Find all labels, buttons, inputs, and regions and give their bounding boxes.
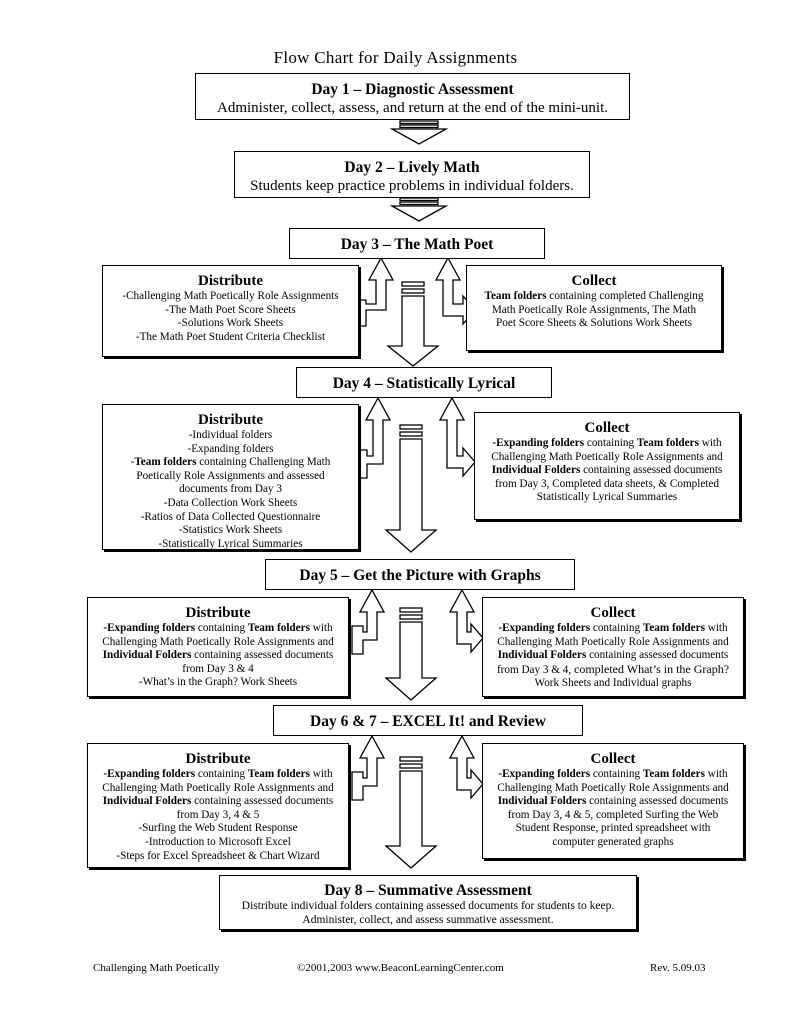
text-run: with: [309, 622, 333, 634]
day2-box: [234, 151, 590, 198]
text-run: containing assessed documents: [191, 795, 334, 808]
down-arrow-day4-day5: [386, 425, 436, 552]
text-run: -: [130, 456, 135, 469]
day4-box: [296, 367, 552, 398]
day3-distribute-line: -Solutions Work Sheets: [177, 317, 284, 330]
bold-term: Team folders: [642, 622, 705, 634]
bold-term: Individual Folders: [102, 649, 192, 662]
day67-collect-line: from Day 3, 4 & 5, completed Surfing the Web: [507, 808, 719, 821]
day67-distribute-line: from Day 3, 4 & 5: [176, 808, 260, 821]
side-arrow-day3-left: [359, 258, 393, 326]
day1-box: [195, 73, 630, 120]
day4-collect-line: Statistically Lyrical Summaries: [536, 491, 678, 504]
day8-box: [219, 875, 637, 930]
day67-heading: Day 6 & 7 – EXCEL It! and Review: [310, 713, 546, 730]
text-run: containing assessed documents: [191, 649, 334, 662]
side-arrow-day67-left: [352, 736, 384, 800]
day4-distribute-line: -Expanding folders: [187, 442, 274, 455]
day8-line: Distribute individual folders containing assessed documents for students to keep.: [241, 900, 615, 912]
bold-term: Team folders: [134, 456, 197, 469]
day1-text: Administer, collect, assess, and return at the end of the mini-unit.: [217, 100, 608, 116]
side-arrow-day4-right: [440, 398, 475, 476]
day5-distribute-line: [88, 649, 348, 663]
day3-heading: Day 3 – The Math Poet: [340, 236, 494, 253]
day3-distribute-box: [102, 265, 359, 357]
day67-distribute-heading: Distribute: [185, 751, 251, 767]
day4-distribute-line: Poetically Role Assignments and assessed: [136, 469, 325, 482]
day4-distribute-heading: Distribute: [198, 412, 263, 428]
day67-collect-line: Student Response, printed spreadsheet with: [515, 822, 711, 835]
down-arrow-day3-day4: [388, 282, 438, 366]
day4-collect-box: [474, 412, 740, 520]
day5-collect-heading: Collect: [590, 605, 636, 621]
text-run: containing: [590, 768, 643, 780]
text-run: containing assessed documents: [586, 649, 729, 662]
day4-distribute-line: -Data Collection Work Sheets: [163, 496, 298, 509]
down-arrow-day1-day2: [392, 121, 446, 144]
day3-collect-line: [467, 290, 721, 304]
day67-collect-box: [482, 743, 744, 859]
text-run: with: [704, 622, 728, 634]
day67-collect-line: [483, 795, 743, 809]
text-run: containing assessed documents: [580, 464, 723, 477]
day5-box: [265, 559, 575, 590]
day8-heading: Day 8 – Summative Assessment: [324, 882, 532, 899]
down-arrow-day67-day8: [386, 757, 436, 868]
day4-distribute-line: documents from Day 3: [179, 483, 282, 496]
day5-collect-box: [482, 597, 744, 697]
day5-collect-line: [483, 622, 743, 636]
text-run: with: [704, 768, 728, 780]
text-run: with: [698, 437, 722, 449]
day4-distribute-line: [103, 456, 358, 470]
day67-collect-line: Challenging Math Poetically Role Assignments and: [497, 781, 729, 794]
day3-distribute-line: -The Math Poet Student Criteria Checklist: [135, 330, 326, 343]
day4-distribute-line: -Statistically Lyrical Summaries: [158, 537, 303, 550]
side-arrow-day4-left: [358, 398, 390, 478]
day67-distribute-box: [87, 743, 349, 868]
bold-term: -Expanding folders: [498, 768, 591, 780]
day67-box: [273, 705, 583, 736]
day5-collect-line: Challenging Math Poetically Role Assignments and: [497, 635, 729, 648]
page-title: Flow Chart for Daily Assignments: [273, 48, 518, 67]
day2-text: Students keep practice problems in individual folders.: [250, 178, 574, 194]
day4-collect-line: from Day 3, Completed data sheets, & Completed: [494, 477, 719, 490]
bold-term: Team folders: [642, 768, 705, 780]
day2-heading: Day 2 – Lively Math: [344, 159, 480, 176]
down-arrow-day2-day3: [392, 198, 446, 221]
day3-collect-line: Math Poetically Role Assignments, The Math: [491, 303, 697, 316]
day8-line: Administer, collect, and assess summative assessment.: [302, 913, 554, 926]
side-arrow-day5-left: [352, 590, 384, 654]
day4-collect-line: [475, 437, 739, 451]
day5-heading: Day 5 – Get the Picture with Graphs: [299, 567, 541, 584]
day5-collect-line: Work Sheets and Individual graphs: [534, 677, 692, 690]
day67-collect-heading: Collect: [590, 751, 636, 767]
text-run: with: [309, 768, 333, 780]
day3-distribute-line: -The Math Poet Score Sheets: [165, 303, 296, 316]
text-run: containing: [584, 437, 637, 449]
day4-collect-line: Challenging Math Poetically Role Assignments and: [491, 450, 723, 463]
day67-distribute-line: -Introduction to Microsoft Excel: [145, 835, 291, 848]
day4-collect-line: [475, 464, 739, 478]
text-run: containing assessed documents: [586, 795, 729, 808]
day3-distribute-heading: Distribute: [198, 273, 263, 289]
day67-distribute-line: -Steps for Excel Spreadsheet & Chart Wizard: [116, 849, 320, 862]
day4-collect-heading: Collect: [584, 420, 630, 436]
day5-collect-line: [483, 649, 743, 663]
day67-collect-line: computer generated graphs: [552, 835, 674, 848]
down-arrow-day5-day67: [386, 608, 436, 700]
day67-distribute-line: [88, 768, 348, 782]
text-run: from Day 3 & 4,: [496, 663, 574, 676]
day67-distribute-line: [88, 795, 348, 809]
text-run: containing: [195, 768, 248, 780]
text-run: completed What’s in the Graph?: [574, 661, 730, 676]
day5-distribute-line: [88, 622, 348, 636]
day4-distribute-line: -Statistics Work Sheets: [178, 524, 283, 537]
day3-collect-line: Poet Score Sheets & Solutions Work Sheets: [496, 317, 692, 330]
bold-term: -Expanding folders: [103, 622, 196, 634]
day4-distribute-line: -Ratios of Data Collected Questionnaire: [140, 510, 321, 523]
bold-term: -Expanding folders: [492, 437, 585, 449]
day3-distribute-line: -Challenging Math Poetically Role Assignments: [122, 290, 339, 302]
text-run: containing completed Challenging: [546, 290, 704, 302]
day67-distribute-line: Challenging Math Poetically Role Assignments and: [102, 781, 334, 794]
bold-term: Individual Folders: [497, 795, 587, 808]
day4-heading: Day 4 – Statistically Lyrical: [332, 375, 516, 392]
day5-distribute-line: from Day 3 & 4: [182, 662, 254, 675]
day3-collect-heading: Collect: [571, 273, 617, 289]
bold-term: Team folders: [247, 622, 310, 634]
bold-term: Individual Folders: [497, 649, 587, 662]
text-run: containing: [195, 622, 248, 634]
day1-heading: Day 1 – Diagnostic Assessment: [311, 81, 514, 98]
bold-term: Team folders: [247, 768, 310, 780]
day67-distribute-line: -Surfing the Web Student Response: [138, 822, 298, 835]
day5-distribute-heading: Distribute: [185, 605, 251, 621]
bold-term: Individual Folders: [102, 795, 192, 808]
bold-term: Team folders: [484, 290, 547, 302]
day5-distribute-line: Challenging Math Poetically Role Assignments and: [102, 635, 334, 648]
side-arrow-day67-right: [450, 736, 483, 798]
day4-distribute-line: -Individual folders: [188, 429, 273, 441]
bold-term: -Expanding folders: [103, 768, 196, 780]
side-arrow-day5-right: [450, 590, 483, 652]
day3-collect-box: [466, 265, 722, 351]
day3-box: [289, 228, 545, 259]
footer-right: Rev. 5.09.03: [650, 962, 706, 974]
text-run: containing: [590, 622, 643, 634]
day5-distribute-line: -What’s in the Graph? Work Sheets: [138, 676, 298, 689]
day67-collect-line: [483, 768, 743, 782]
day5-distribute-box: [87, 597, 349, 697]
text-run: containing Challenging Math: [196, 456, 331, 469]
bold-term: -Expanding folders: [498, 622, 591, 634]
footer-center: ©2001,2003 www.BeaconLearningCenter.com: [297, 962, 504, 974]
day5-collect-line: [483, 663, 743, 678]
day4-distribute-box: [102, 404, 359, 550]
footer-left: Challenging Math Poetically: [93, 962, 220, 974]
bold-term: Team folders: [636, 437, 699, 449]
bold-term: Individual Folders: [491, 464, 581, 477]
